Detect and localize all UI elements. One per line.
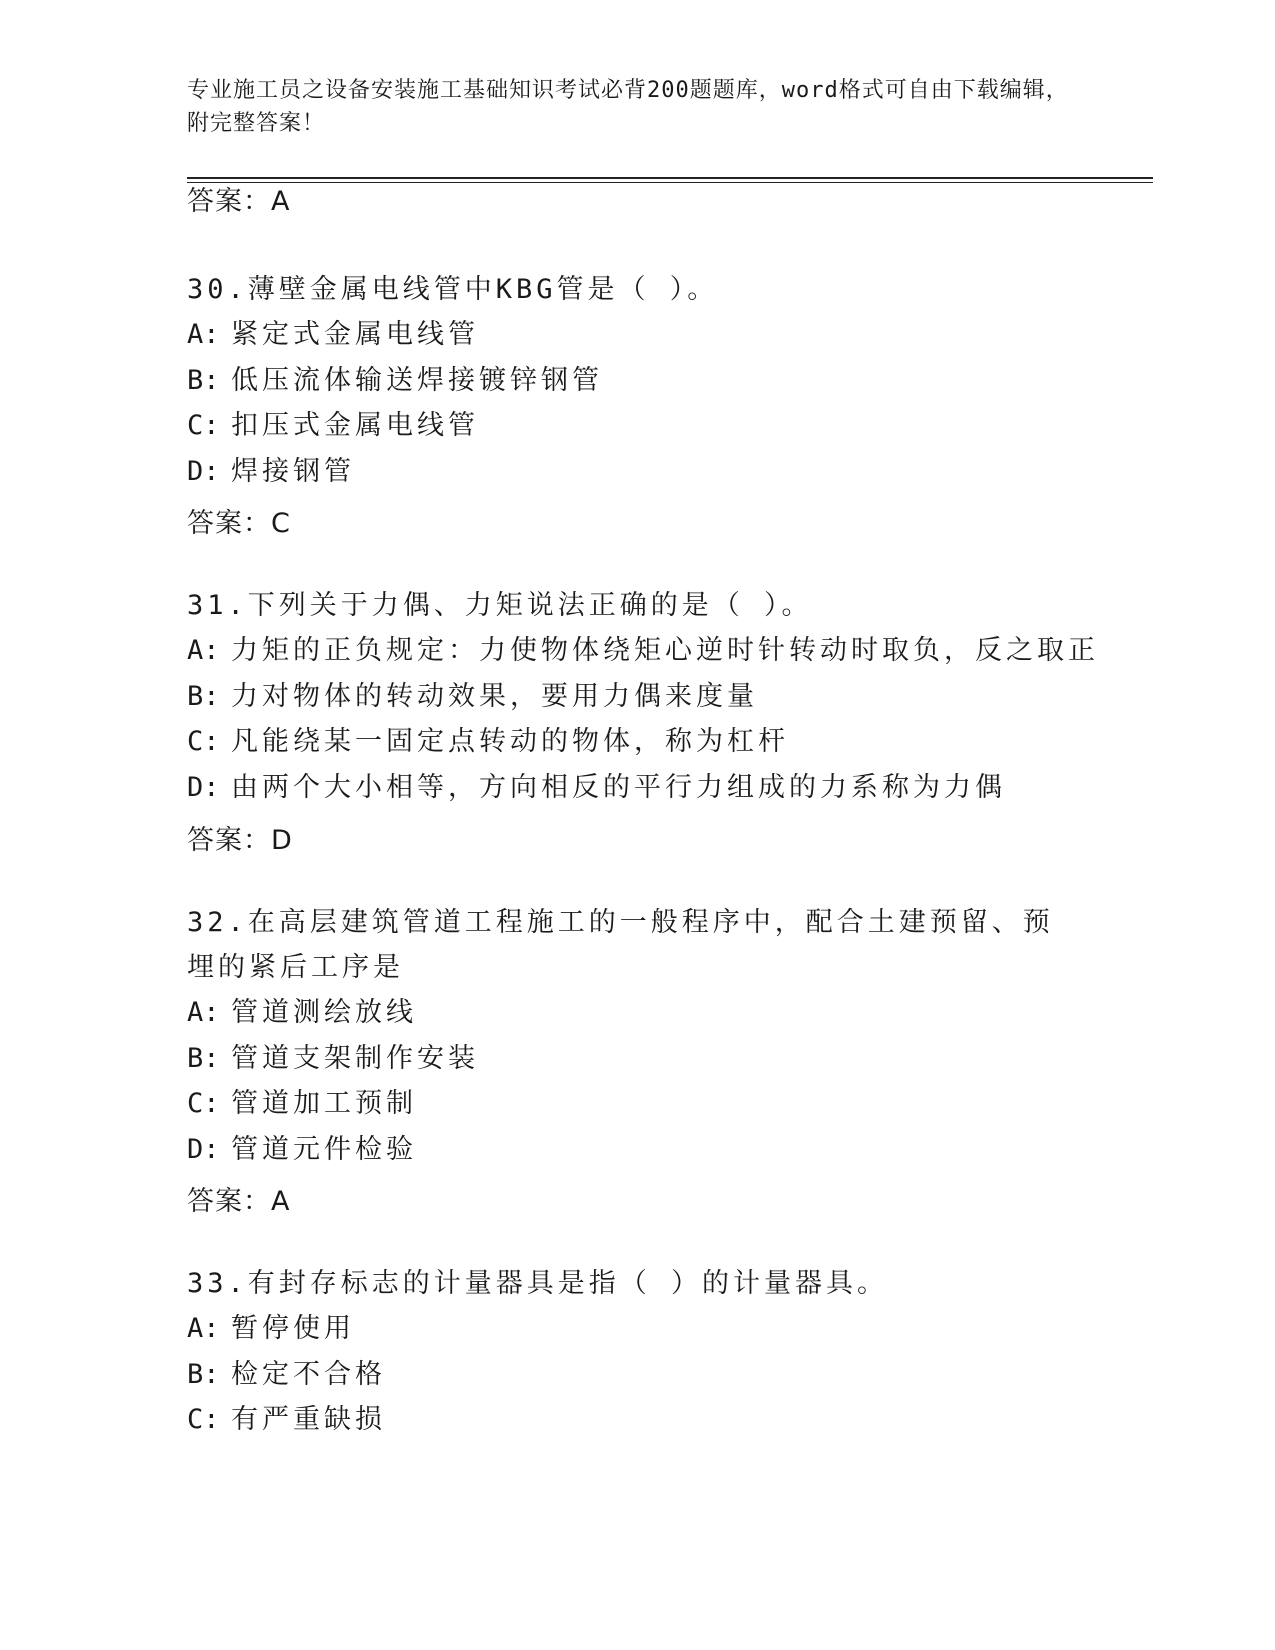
option-text: 力矩的正负规定：力使物体绕矩心逆时针转动时取负，反之取正: [231, 635, 1099, 666]
answer-30: 答案：C: [187, 508, 291, 539]
option-letter: A:: [187, 635, 220, 666]
question-stem: 33.有封存标志的计量器具是指（ ）的计量器具。: [187, 1268, 889, 1299]
option-a: [187, 312, 1087, 358]
option-text: 低压流体输送焊接镀锌钢管: [231, 364, 603, 396]
option-a: [187, 990, 1087, 1036]
option-letter: B:: [187, 364, 220, 396]
option-letter: C:: [187, 410, 220, 441]
question-31: [187, 583, 1099, 810]
option-text: 管道加工预制: [231, 1088, 417, 1119]
document-header: 专业施工员之设备安装施工基础知识考试必背200题题库，word格式可自由下载编辑，附完整答案！: [187, 78, 1069, 136]
option-letter: D:: [187, 771, 220, 803]
option-text: 力对物体的转动效果，要用力偶来度量: [231, 680, 758, 712]
option-c: [187, 1081, 1087, 1127]
option-text: 暂停使用: [231, 1313, 355, 1344]
option-text: 扣压式金属电线管: [231, 410, 479, 441]
question-stem: 31.下列关于力偶、力矩说法正确的是（ ）。: [187, 590, 813, 621]
option-letter: D:: [187, 1133, 220, 1165]
answer-31: 答案：D: [187, 825, 293, 856]
option-text: 由两个大小相等，方向相反的平行力组成的力系称为力偶: [231, 771, 1006, 803]
question-stem: 32.在高层建筑管道工程施工的一般程序中，配合土建预留、预埋的紧后工序是: [187, 907, 1054, 983]
option-letter: C:: [187, 1404, 220, 1435]
answer-previous: 答案：A: [187, 186, 291, 217]
option-b: [187, 1036, 1087, 1082]
option-c: [187, 719, 1087, 765]
header-divider-thick: [187, 177, 1153, 179]
option-c: [187, 403, 1087, 449]
header-divider-thin: [187, 182, 1153, 183]
question-33: [187, 1261, 1087, 1443]
option-a: [187, 628, 1099, 674]
option-text: 管道元件检验: [231, 1133, 417, 1165]
option-d: [187, 449, 1087, 495]
question-32: [187, 900, 1087, 1172]
document-page: [187, 0, 1152, 1650]
option-letter: B:: [187, 1042, 220, 1074]
option-text: 紧定式金属电线管: [231, 319, 479, 350]
option-text: 检定不合格: [231, 1358, 386, 1390]
option-text: 凡能绕某一固定点转动的物体，称为杠杆: [231, 726, 789, 757]
option-text: 有严重缺损: [231, 1404, 386, 1435]
option-text: 焊接钢管: [231, 455, 355, 487]
option-text: 管道支架制作安装: [231, 1042, 479, 1074]
option-b: [187, 358, 1087, 404]
question-stem: 30.薄壁金属电线管中KBG管是（ ）。: [187, 274, 719, 305]
option-letter: A:: [187, 997, 220, 1028]
option-c: [187, 1397, 1087, 1443]
option-letter: A:: [187, 1313, 220, 1344]
option-d: [187, 765, 1087, 811]
option-text: 管道测绘放线: [231, 997, 417, 1028]
answer-32: 答案：A: [187, 1186, 291, 1217]
option-a: [187, 1306, 1087, 1352]
option-letter: C:: [187, 1088, 220, 1119]
option-b: [187, 674, 1087, 720]
option-letter: B:: [187, 1358, 220, 1390]
option-letter: A:: [187, 319, 220, 350]
question-30: [187, 267, 1087, 494]
option-letter: B:: [187, 680, 220, 712]
option-letter: C:: [187, 726, 220, 757]
option-b: [187, 1352, 1087, 1398]
option-letter: D:: [187, 455, 220, 487]
option-d: [187, 1127, 1087, 1173]
